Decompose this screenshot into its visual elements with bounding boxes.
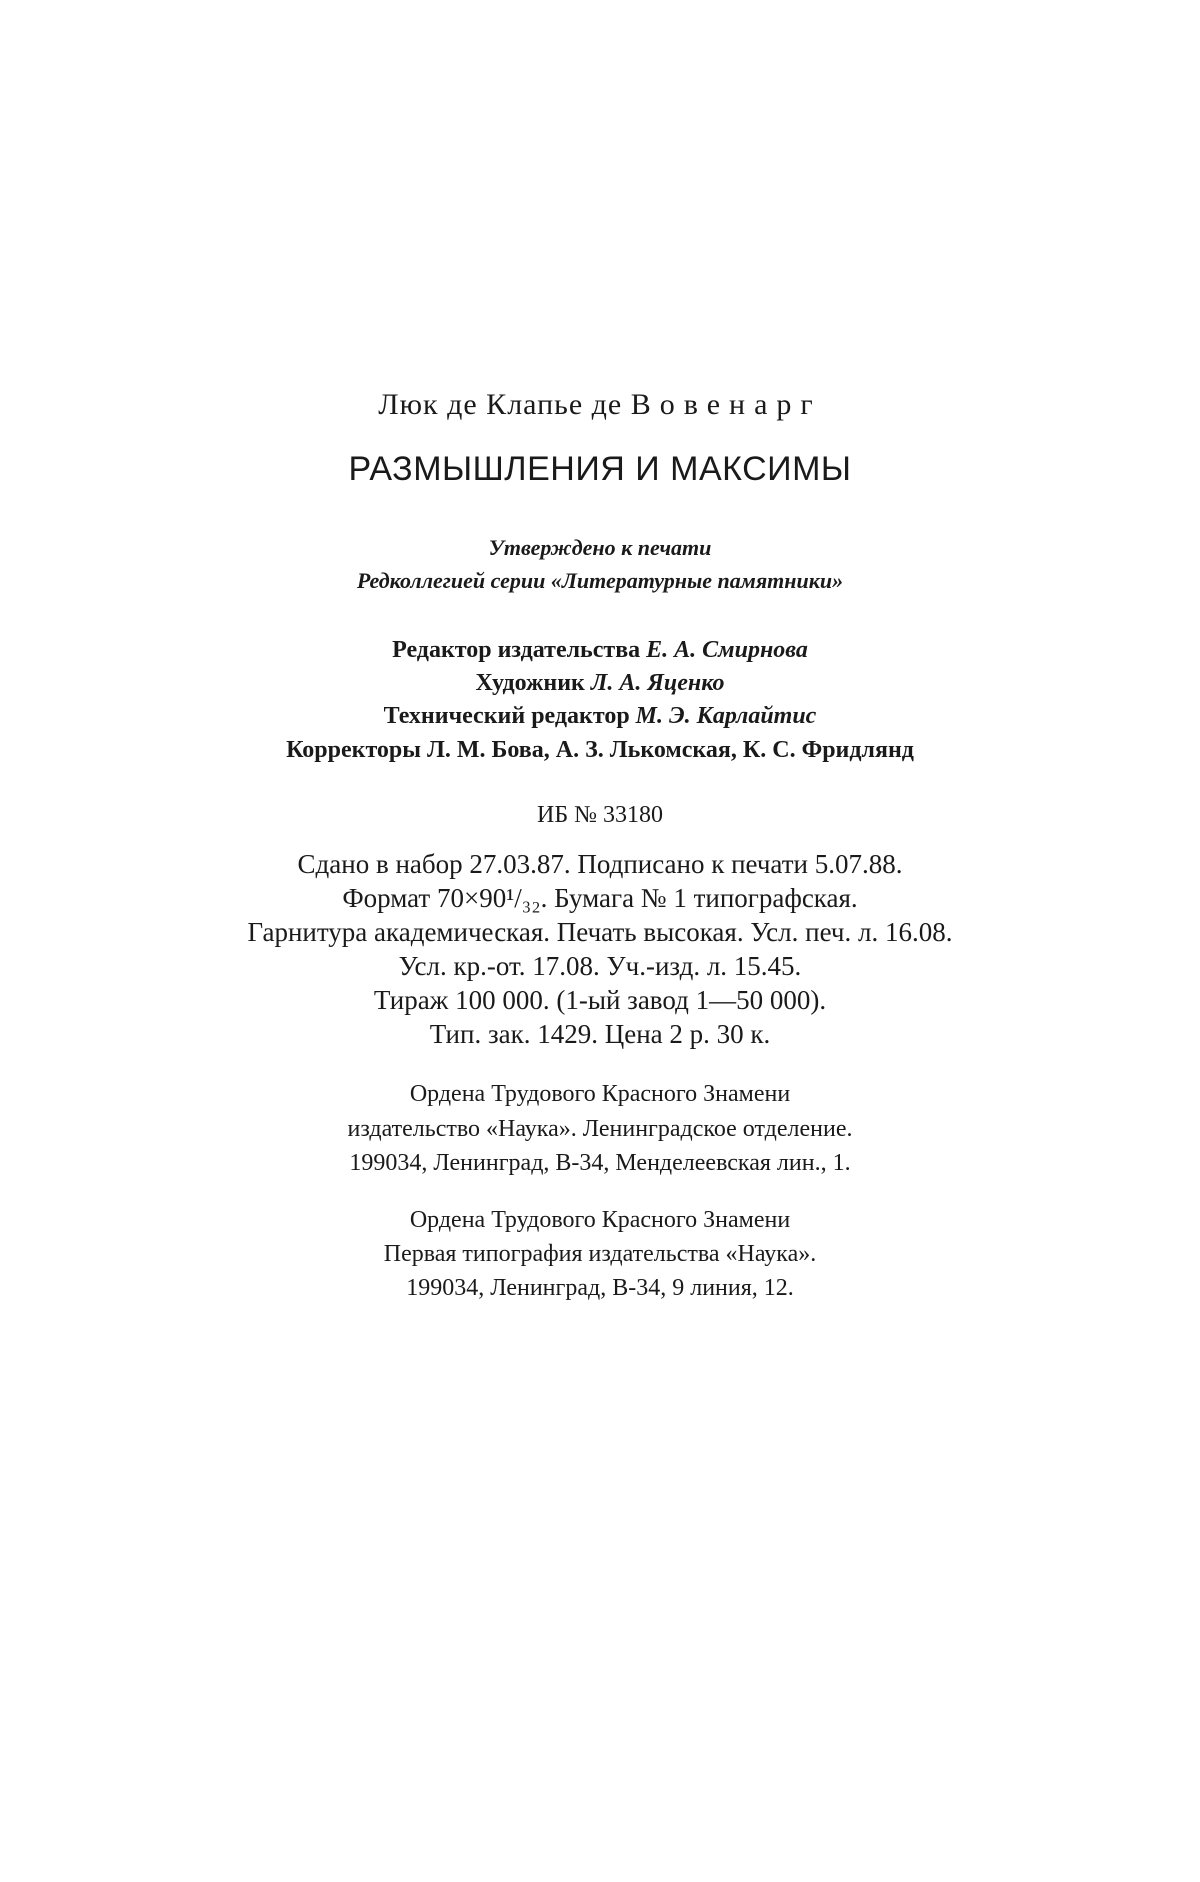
editor-line [0,638,1200,662]
publisher-line-3: 199034, Ленинград, В-34, Менделеевская лин., 1. [349,1150,851,1176]
printing-house-line-3: 199034, Ленинград, В-34, 9 линия, 12. [406,1275,794,1301]
printing-house-line-2: Первая типография издательства «Наука». [383,1241,817,1267]
printing-house-line-1: Ордена Трудового Красного Знамени [409,1207,791,1233]
publisher-line-2: издательство «Наука». Ленинградское отделение. [347,1116,853,1142]
artist-label: Художник [475,670,585,696]
print-info-line-6: Тип. зак. 1429. Цена 2 р. 30 к. [429,1019,771,1049]
print-info-line-4: Усл. кр.-от. 17.08. Уч.-изд. л. 15.45. [398,951,802,981]
tech-editor-line [0,704,1200,728]
print-info-line-1: Сдано в набор 27.03.87. Подписано к печати 5.07.88. [297,849,903,879]
editor-name: Е. А. Смирнова [646,637,808,663]
print-info-line-3: Гарнитура академическая. Печать высокая. Усл. печ. л. 16.08. [247,917,953,947]
tech-editor-label: Технический редактор [383,703,630,729]
correctors-line: Корректоры Л. М. Бова, А. З. Лькомская, К. С. Фридлянд [286,737,914,763]
approval-line-1: Утверждено к печати [488,535,712,560]
author-line [0,390,1200,420]
artist-name: Л. А. Яценко [590,670,725,696]
artist-line [0,671,1200,695]
ib-number: ИБ № 33180 [536,802,663,828]
tech-editor-name: М. Э. Карлайтис [635,703,817,729]
author-surname: Вовенарг [630,388,822,421]
book-title: РАЗМЫШЛЕНИЯ И МАКСИМЫ [348,450,852,488]
print-info-line-5: Тираж 100 000. (1-ый завод 1—50 000). [373,985,827,1015]
approval-line-2: Редколлегией серии «Литературные памятники» [356,568,844,593]
print-info-line-2: Формат 70×90¹/₃₂. Бумага № 1 типографская. [342,883,858,913]
author-name: Люк де Клапье де [378,388,623,421]
editor-label: Редактор издательства [392,637,641,663]
publisher-line-1: Ордена Трудового Красного Знамени [409,1081,791,1107]
